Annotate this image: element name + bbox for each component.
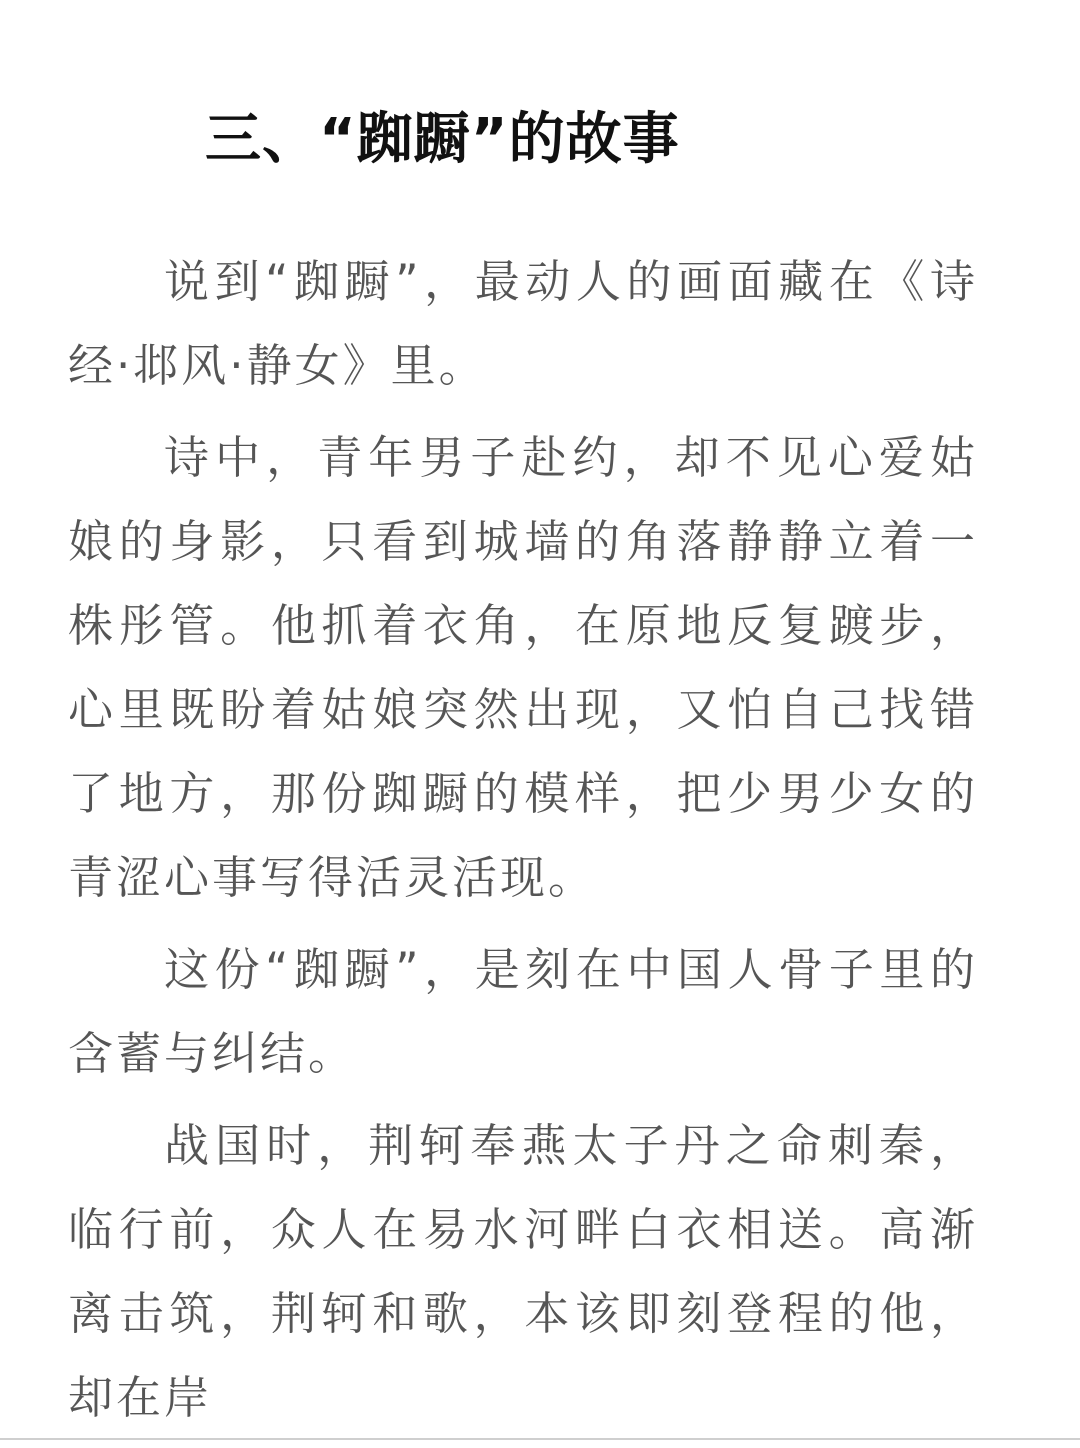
- paragraph-3: 这份“踟蹰”，是刻在中国人骨子里的含蓄与纠结。: [68, 943, 978, 1080]
- section-title: 三、“踟蹰”的故事: [205, 107, 680, 172]
- paragraph-1: 说到“踟蹰”，最动人的画面藏在《诗经·邶风·静女》里。: [68, 255, 978, 392]
- paragraph-2: 诗中，青年男子赴约，却不见心爱姑娘的身影，只看到城墙的角落静静立着一株彤管。他抓着衣角，在原地反复踱步，心里既盼着姑娘突然出现，又怕自己找错了地方，那份踟蹰的模样，把少男少女的青涩心事写得活灵活现。: [68, 431, 978, 904]
- article-body: [68, 240, 978, 1448]
- paragraph-4: 战国时，荆轲奉燕太子丹之命刺秦，临行前，众人在易水河畔白衣相送。高渐离击筑，荆轲和歌，本该即刻登程的他，却在岸: [68, 1119, 978, 1424]
